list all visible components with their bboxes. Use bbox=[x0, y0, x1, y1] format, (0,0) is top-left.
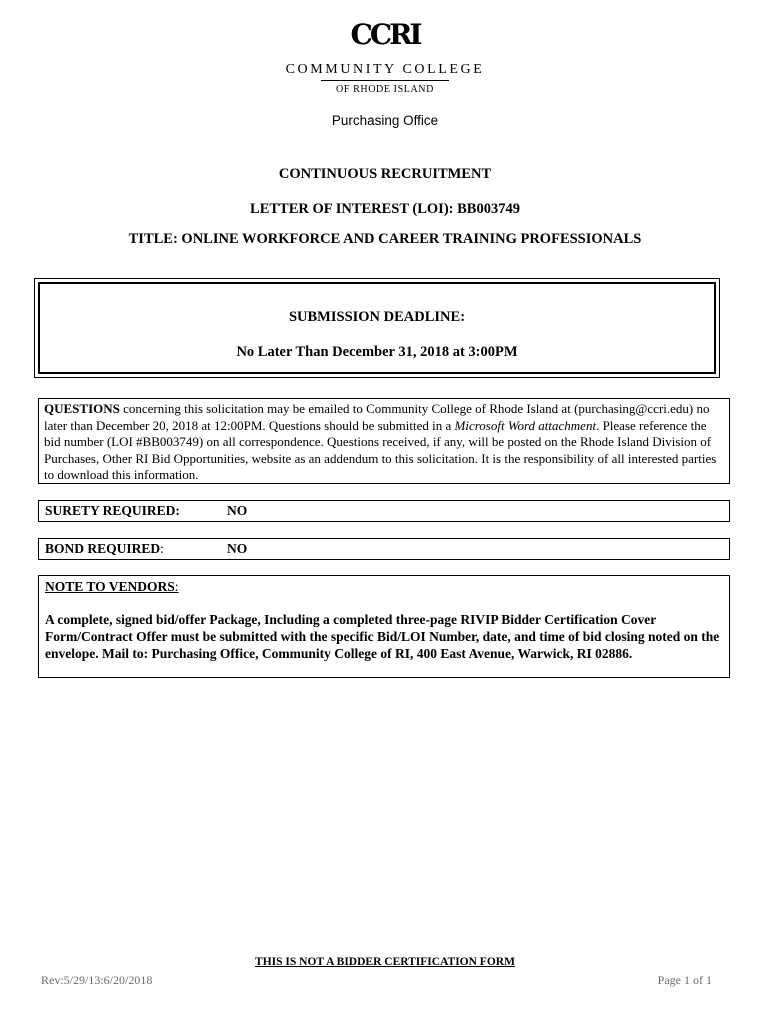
deadline-box bbox=[34, 278, 720, 378]
bond-row bbox=[38, 538, 730, 560]
deadline-label: SUBMISSION DEADLINE: bbox=[288, 309, 466, 325]
surety-row bbox=[38, 500, 730, 522]
loi-number: LETTER OF INTEREST (LOI): BB003749 bbox=[250, 201, 520, 217]
deadline-inner-frame bbox=[38, 282, 716, 374]
college-divider bbox=[321, 80, 449, 81]
vendors-colon: : bbox=[174, 579, 179, 594]
college-name: COMMUNITY COLLEGE bbox=[285, 62, 485, 77]
revision-date: Rev:5/29/13:6/20/2018 bbox=[41, 973, 153, 987]
bond-label: BOND REQUIRED bbox=[45, 541, 161, 556]
surety-label: SURETY REQUIRED: bbox=[45, 503, 180, 518]
ccri-logo: CCRI bbox=[350, 18, 420, 51]
bond-colon: : bbox=[160, 541, 164, 556]
vendors-box bbox=[38, 575, 730, 678]
vendors-heading: NOTE TO VENDORS bbox=[45, 579, 175, 594]
page-number: Page 1 of 1 bbox=[657, 973, 712, 987]
questions-heading: QUESTIONS bbox=[44, 401, 120, 416]
vendors-body: A complete, signed bid/offer Package, Including a completed three-page RIVIP Bidder Certification Cover Form/Contract Offer must be submitted with the specific Bid/LOI Number, date, and time of bid closing noted on the envelope. Mail to: Purchasing Office, Community College of RI, 400 East Avenue, Warwick, RI 02886. bbox=[45, 612, 720, 661]
deadline-date: No Later Than December 31, 2018 at 3:00PM bbox=[236, 344, 518, 360]
questions-italic: Microsoft Word attachment bbox=[454, 417, 597, 433]
college-subtitle: OF RHODE ISLAND bbox=[336, 84, 434, 95]
questions-text-1: concerning this solicitation may be emailed to Community College of Rhode Island at (purchasing@ccri.edu) no later than December 20, 2018 at 12:00PM. Questions should be submitted in a bbox=[44, 401, 710, 433]
surety-value: NO bbox=[227, 503, 248, 518]
not-certification-notice: THIS IS NOT A BIDDER CERTIFICATION FORM bbox=[255, 956, 515, 968]
questions-text-2: . Please reference the bid number (LOI #BB003749) on all correspondence. Questions received, if any, will be posted on the Rhode Island Division of Purchases, Other RI Bid Opportunities, website as an addendum to this solicitation. It is the responsibility of all interested parties to download this information. bbox=[44, 417, 717, 482]
loi-title: TITLE: ONLINE WORKFORCE AND CAREER TRAINING PROFESSIONALS bbox=[128, 231, 642, 247]
office-name: Purchasing Office bbox=[331, 113, 439, 128]
questions-box bbox=[38, 398, 730, 484]
recruitment-type: CONTINUOUS RECRUITMENT bbox=[278, 166, 492, 182]
bond-value: NO bbox=[227, 541, 248, 556]
